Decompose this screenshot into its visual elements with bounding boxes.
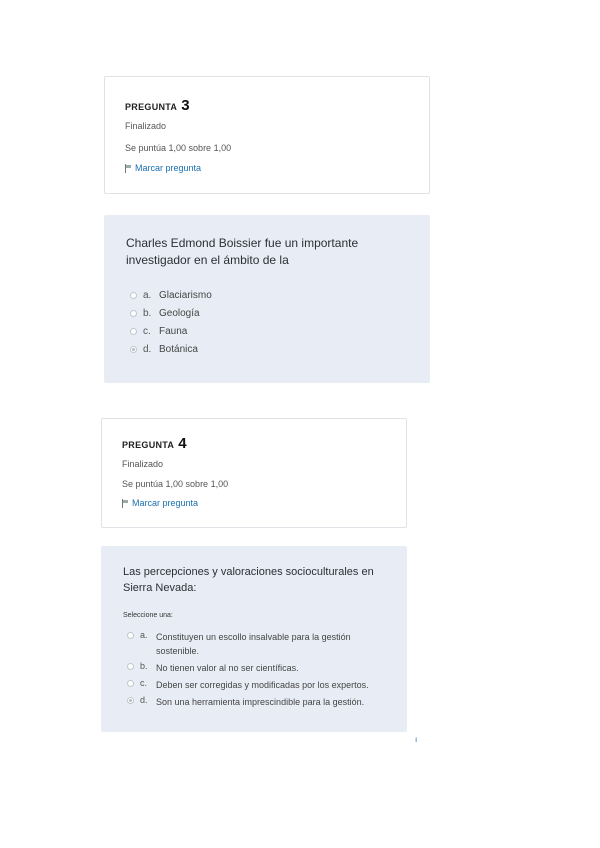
- stray-mark: ı: [415, 735, 418, 744]
- radio-button[interactable]: [127, 663, 134, 670]
- answer-option[interactable]: [127, 695, 396, 709]
- answer-text: Constituyen un escollo insalvable para la gestión sostenible.: [156, 632, 351, 656]
- question-number: 4: [178, 435, 187, 452]
- answer-letter: b.: [140, 661, 148, 671]
- answer-text: Deben ser corregidas y modificadas por los expertos.: [156, 680, 369, 690]
- radio-button[interactable]: [127, 632, 134, 639]
- answer-option[interactable]: [130, 308, 200, 319]
- answer-text: Botánica: [159, 344, 198, 355]
- answer-option[interactable]: [127, 630, 381, 658]
- answer-text: Son una herramienta imprescindible para la gestión.: [156, 697, 365, 707]
- question-3-info: [104, 76, 430, 194]
- flag-label: Marcar pregunta: [135, 163, 202, 173]
- radio-button[interactable]: [130, 310, 137, 317]
- answer-letter: a.: [140, 630, 148, 640]
- answer-text: Fauna: [159, 326, 188, 337]
- radio-button[interactable]: [130, 292, 137, 299]
- question-number: 3: [181, 97, 190, 114]
- answer-letter: d.: [143, 344, 152, 355]
- answer-letter: c.: [140, 678, 148, 688]
- question-4-text: Las percepciones y valoraciones socioculturales en Sierra Nevada:: [123, 566, 374, 594]
- radio-button-selected[interactable]: [130, 346, 137, 353]
- answer-text: Glaciarismo: [159, 290, 212, 301]
- question-3-content: [104, 215, 430, 383]
- answer-text: No tienen valor al no ser científicas.: [156, 663, 299, 673]
- answer-option[interactable]: [130, 326, 187, 337]
- answer-letter: d.: [140, 695, 148, 705]
- question-label: PREGUNTA: [122, 440, 175, 450]
- answer-option[interactable]: [127, 661, 381, 675]
- question-4-title: [122, 435, 187, 452]
- question-3-text: Charles Edmond Boissier fue un importante investigador en el ámbito de la: [126, 236, 359, 267]
- radio-button[interactable]: [130, 328, 137, 335]
- question-3-flag-link[interactable]: [125, 163, 201, 173]
- question-4-content: [101, 546, 407, 732]
- answer-text: Geología: [159, 308, 200, 319]
- answer-option[interactable]: [130, 290, 212, 301]
- radio-button[interactable]: [127, 680, 134, 687]
- answer-letter: c.: [143, 326, 151, 337]
- flag-icon: [125, 164, 132, 173]
- question-3-title: [125, 97, 190, 114]
- question-4-state: Finalizado: [122, 459, 164, 469]
- answer-letter: b.: [143, 308, 152, 319]
- flag-label: Marcar pregunta: [132, 498, 199, 508]
- question-4-prompt: Seleccione una:: [123, 612, 173, 619]
- flag-icon: [122, 499, 129, 508]
- answer-option[interactable]: [130, 344, 198, 355]
- question-label: PREGUNTA: [125, 102, 178, 112]
- question-4-info: [101, 418, 407, 528]
- question-3-state: Finalizado: [125, 121, 167, 131]
- question-3-grade: Se puntúa 1,00 sobre 1,00: [125, 143, 232, 153]
- answer-letter: a.: [143, 290, 152, 301]
- radio-button-selected[interactable]: [127, 697, 134, 704]
- answer-option[interactable]: [127, 678, 396, 692]
- question-4-flag-link[interactable]: [122, 498, 198, 508]
- question-4-grade: Se puntúa 1,00 sobre 1,00: [122, 479, 229, 489]
